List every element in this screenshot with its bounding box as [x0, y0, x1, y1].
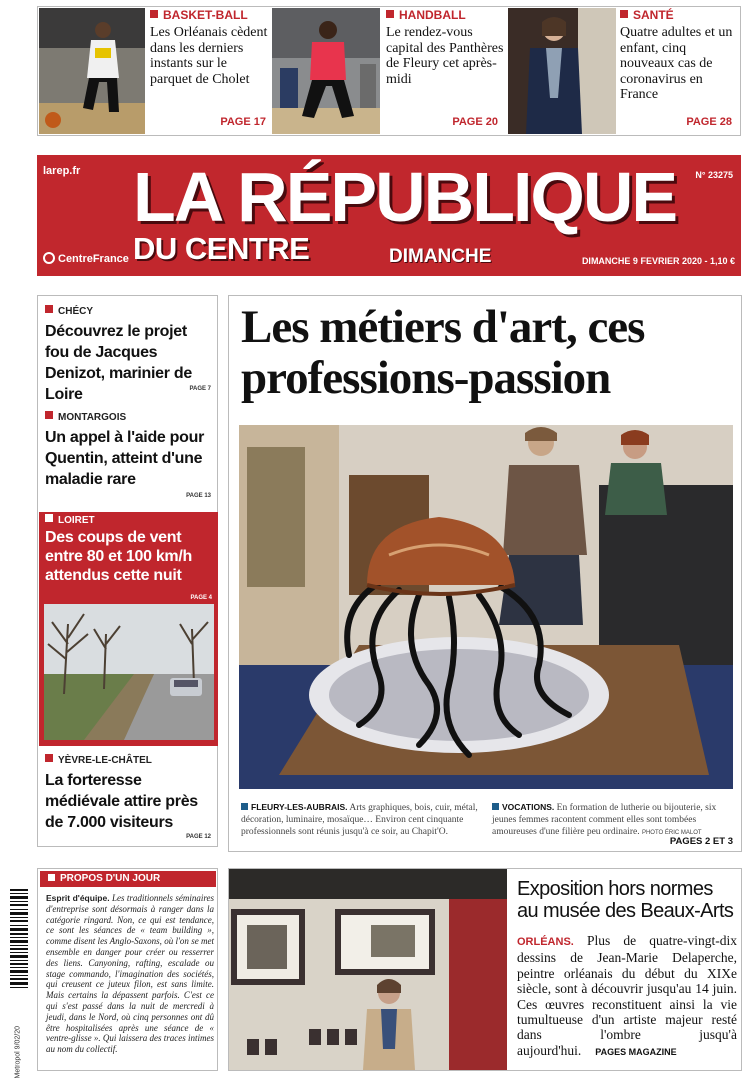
edition-day: DIMANCHE	[389, 246, 492, 267]
propos-body: Les traditionnels séminaires d'entreprise sont désormais à ranger dans la catégorie ringard. Non, ce qui est tendance, ce sont les séances de « team building », comme disent les Anglo-Saxons, où l'on se met ensemble en danger pour créer ou resserrer des liens. Canyoning, rafting, escalade ou stage commando, l'imagination des sociétés, qui creusent ce juteux filon, est sans limite. Mais certains la dépassent parfois. C'est ce qui s'est passé dans la nuit de mercredi à jeudi, dans le Nord, où cinq personnes ont dû être hospitalisées après une séance de « ventre-glisse ». Qui laissera des traces intimes au nom du collectif.	[46, 893, 215, 1055]
story-headline: La forteresse médiévale attire près de 7.000 visiteurs	[45, 772, 198, 831]
story-page: PAGE 12	[186, 834, 211, 840]
propos-column[interactable]	[37, 868, 218, 1071]
publisher-brand	[43, 252, 129, 265]
bullet-icon	[45, 514, 53, 522]
propos-text	[46, 893, 214, 1055]
caption-bullet-icon	[241, 803, 248, 810]
photo-credit: PHOTO ÉRIC MALOT	[641, 830, 702, 836]
basketball-photo	[39, 8, 145, 134]
teaser-kicker: SANTÉ	[633, 8, 674, 22]
expo-page: PAGES MAGAZINE	[595, 1046, 677, 1057]
teaser-kicker: HANDBALL	[399, 8, 466, 22]
teaser-text: Les Orléanais cèdent dans les derniers instants sur le parquet de Cholet	[150, 25, 268, 87]
teaser-text: Quatre adultes et un enfant, cinq nouveaux cas de coronavirus en France	[620, 25, 733, 102]
teaser-kicker: BASKET-BALL	[163, 8, 248, 22]
bullet-icon	[45, 305, 53, 313]
story-checy[interactable]	[45, 305, 213, 405]
expo-title: Exposition hors normes au musée des Beaux-Arts	[517, 878, 734, 922]
caption-kicker: FLEURY-LES-AUBRAIS.	[251, 802, 348, 812]
story-headline: Découvrez le projet fou de Jacques Denizot, marinier de Loire	[45, 323, 192, 403]
windy-road-photo	[44, 604, 214, 740]
story-kicker: MONTARGOIS	[58, 412, 127, 423]
masthead	[37, 155, 741, 276]
expo-body: Plus de quatre-vingt-dix dessins de Jean-Marie Delaperche, peintre orléanais du début du XIXe siècle, sont à découvrir jusqu'au 14 juin. Ces œuvres reconstituent ainsi la vie tumultueuse d'un artiste majeur resté dans l'ombre jusqu'à aujourd'hui.	[517, 933, 737, 1058]
story-headline: Des coups de vent entre 80 et 100 km/h attendus cette nuit	[45, 529, 192, 584]
museum-photo	[229, 869, 507, 1070]
date-price: DIMANCHE 9 FEVRIER 2020 - 1,10 €	[581, 256, 735, 266]
caption-kicker: VOCATIONS.	[502, 802, 555, 812]
bullet-icon	[150, 10, 158, 18]
glass-sculpture-photo	[239, 425, 733, 789]
main-pages: PAGES 2 ET 3	[669, 836, 733, 847]
issue-number: N° 23275	[695, 170, 733, 180]
left-column	[37, 295, 218, 847]
handball-photo	[272, 8, 380, 134]
main-headline: Les métiers d'art, ces professions-passion	[241, 301, 645, 404]
site-url[interactable]: larep.fr	[43, 165, 81, 177]
newspaper-subtitle: DU CENTRE	[133, 231, 310, 266]
propos-lead: Esprit d'équipe.	[46, 893, 110, 903]
expo-text	[517, 933, 737, 1060]
main-story[interactable]	[228, 295, 742, 852]
story-page: PAGE 4	[190, 595, 212, 601]
teaser-page: PAGE 17	[220, 116, 266, 128]
caption-fleury	[241, 801, 479, 838]
newspaper-title: LA RÉPUBLIQUE	[133, 158, 677, 236]
barcode-text: Metropol 9/02/20	[14, 1025, 22, 1079]
story-kicker: CHÉCY	[58, 306, 94, 317]
teaser-page: PAGE 28	[686, 116, 732, 128]
teaser-basketball[interactable]	[150, 8, 272, 134]
caption-vocations	[492, 801, 736, 839]
story-page: PAGE 13	[186, 493, 211, 499]
teaser-handball[interactable]	[386, 8, 504, 134]
brand-name: CentreFrance	[58, 253, 129, 265]
bullet-icon	[45, 411, 53, 419]
bullet-icon	[620, 10, 628, 18]
caption-text: Arts graphiques, bois, cuir, métal, décoration, luminaire, mosaïque… Environ cent cinquante professionnels sont réunis jusqu'à ce soir, au Chapit'O.	[241, 803, 478, 837]
story-montargois[interactable]	[45, 411, 213, 490]
propos-header: PROPOS D'UN JOUR	[40, 871, 216, 887]
story-yevre[interactable]	[45, 754, 213, 833]
story-page: PAGE 7	[189, 386, 211, 392]
expo-city: ORLÉANS.	[517, 936, 574, 948]
minister-photo	[508, 8, 616, 134]
caption-text: En formation de lutherie ou bijouterie, six jeunes femmes racontent comment elles sont tombées amoureuses d'une filière peu ordinaire.	[492, 803, 717, 837]
story-kicker: YÈVRE-LE-CHÂTEL	[58, 755, 152, 766]
teaser-page: PAGE 20	[452, 116, 498, 128]
teaser-text: Le rendez-vous capital des Panthères de Fleury cet après-midi	[386, 25, 504, 87]
story-loiret[interactable]	[39, 512, 218, 746]
centrefrance-logo-icon	[43, 252, 55, 264]
story-headline: Un appel à l'aide pour Quentin, atteint d'une maladie rare	[45, 429, 205, 488]
bullet-icon	[45, 754, 53, 762]
story-kicker: LOIRET	[58, 515, 95, 526]
bullet-icon	[386, 10, 394, 18]
caption-bullet-icon	[492, 803, 499, 810]
teaser-sante[interactable]	[620, 8, 738, 134]
